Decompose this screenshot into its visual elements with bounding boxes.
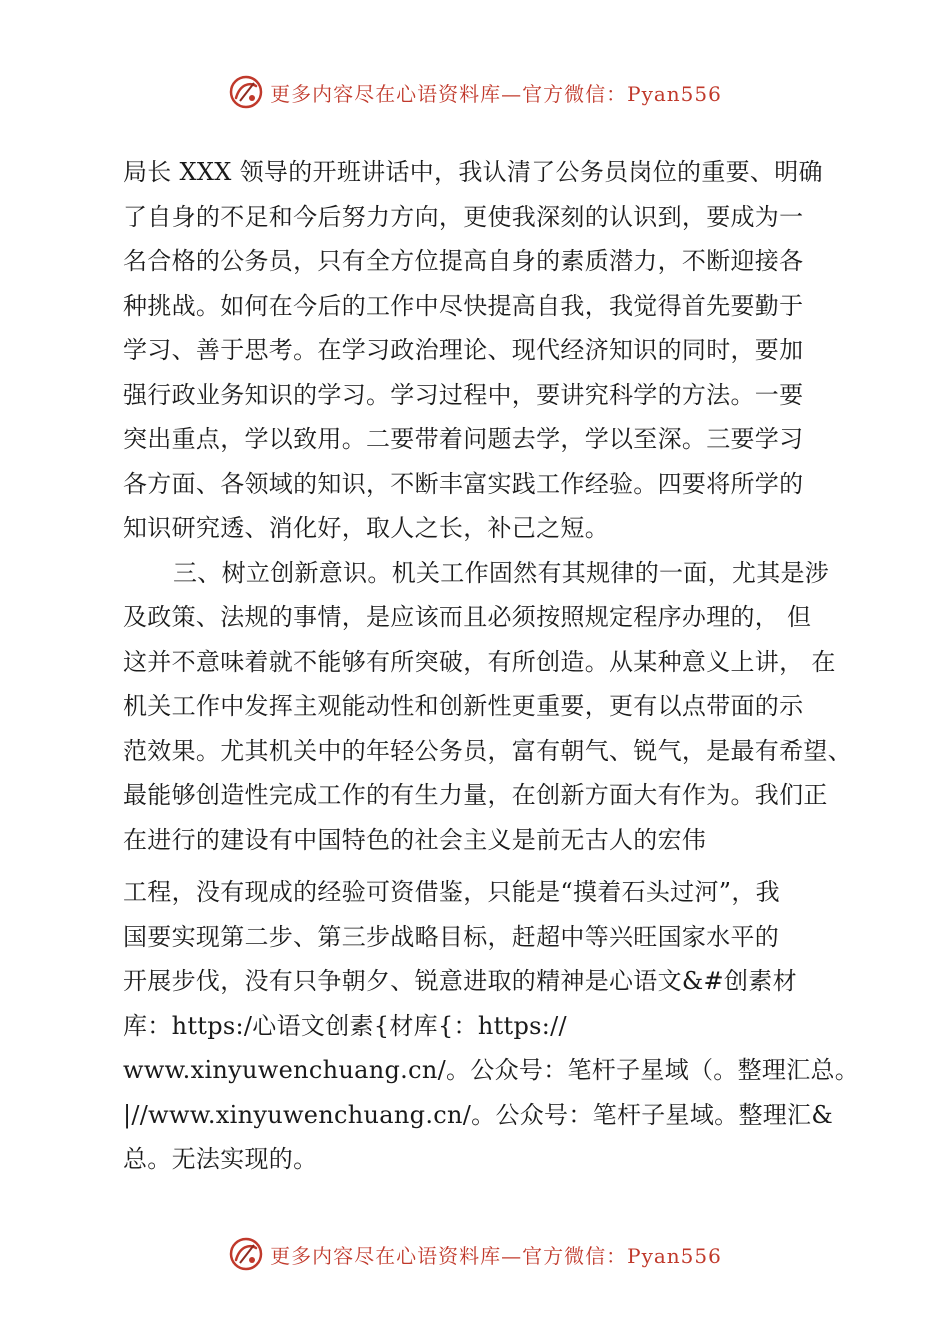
body-line: 这并不意味着就不能够有所突破，有所创造。从某种意义上讲， 在	[123, 647, 836, 676]
document-body	[123, 150, 860, 1182]
body-line: www.xinyuwenchuang.cn/。公众号：笔杆子星域（。整理汇总。	[123, 1056, 860, 1084]
footer-wechat: 官方微信：Pyan556	[522, 1243, 722, 1268]
body-line: 总。无法实现的。	[123, 1145, 318, 1173]
body-line: 及政策、法规的事情，是应该而且必须按照规定程序办理的， 但	[123, 603, 812, 631]
body-line: 开展步伐，没有只争朝夕、锐意进取的精神是心语文&#创素材	[123, 967, 797, 995]
header-banner-text	[270, 78, 722, 107]
body-line: 了自身的不足和今后努力方向，更使我深刻的认识到，要成为一	[123, 202, 804, 231]
body-line: 范效果。尤其机关中的年轻公务员，富有朝气、锐气，是最有希望、	[123, 736, 852, 765]
body-line: 各方面、各领域的知识，不断丰富实践工作经验。四要将所学的	[123, 469, 804, 498]
footer-banner	[0, 1232, 950, 1276]
body-line: 知识研究透、消化好，取人之长，补己之短。	[123, 514, 609, 542]
header-brand: 更多内容尽在心语资料库	[270, 81, 502, 106]
body-line: 在进行的建设有中国特色的社会主义是前无古人的宏伟	[123, 825, 707, 854]
body-line: 三、树立创新意识。机关工作固然有其规律的一面，尤其是涉	[173, 558, 830, 587]
brand-logo-icon	[228, 1236, 264, 1272]
header-separator: —	[501, 81, 523, 106]
body-line: 强行政业务知识的学习。学习过程中，要讲究科学的方法。一要	[123, 380, 804, 409]
body-line: 库：https:/心语文创素{材库{：https://	[123, 1011, 567, 1040]
body-line: 局长 XXX 领导的开班讲话中，我认清了公务员岗位的重要、明确	[123, 158, 823, 186]
brand-logo-icon	[228, 74, 264, 110]
body-line: 国要实现第二步、第三步战略目标，赶超中等兴旺国家水平的	[123, 922, 780, 951]
body-line: |//www.xinyuwenchuang.cn/。公众号：笔杆子星域。整理汇&	[123, 1100, 834, 1129]
header-banner	[0, 70, 950, 114]
body-line: 学习、善于思考。在学习政治理论、现代经济知识的同时，要加	[123, 336, 804, 364]
body-line: 突出重点，学以致用。二要带着问题去学，学以至深。三要学习	[123, 425, 804, 453]
body-line: 机关工作中发挥主观能动性和创新性更重要，更有以点带面的示	[123, 692, 804, 720]
header-wechat: 官方微信：Pyan556	[522, 81, 722, 106]
body-line: 种挑战。如何在今后的工作中尽快提高自我，我觉得首先要勤于	[123, 291, 804, 320]
body-line: 名合格的公务员，只有全方位提高自身的素质潜力，不断迎接各	[123, 247, 804, 275]
footer-banner-text	[270, 1240, 722, 1269]
footer-separator: —	[501, 1243, 523, 1268]
footer-brand: 更多内容尽在心语资料库	[270, 1243, 502, 1268]
body-line: 最能够创造性完成工作的有生力量，在创新方面大有作为。我们正	[123, 781, 828, 809]
body-line: 工程，没有现成的经验可资借鉴，只能是“摸着石头过河”，我	[123, 878, 780, 906]
